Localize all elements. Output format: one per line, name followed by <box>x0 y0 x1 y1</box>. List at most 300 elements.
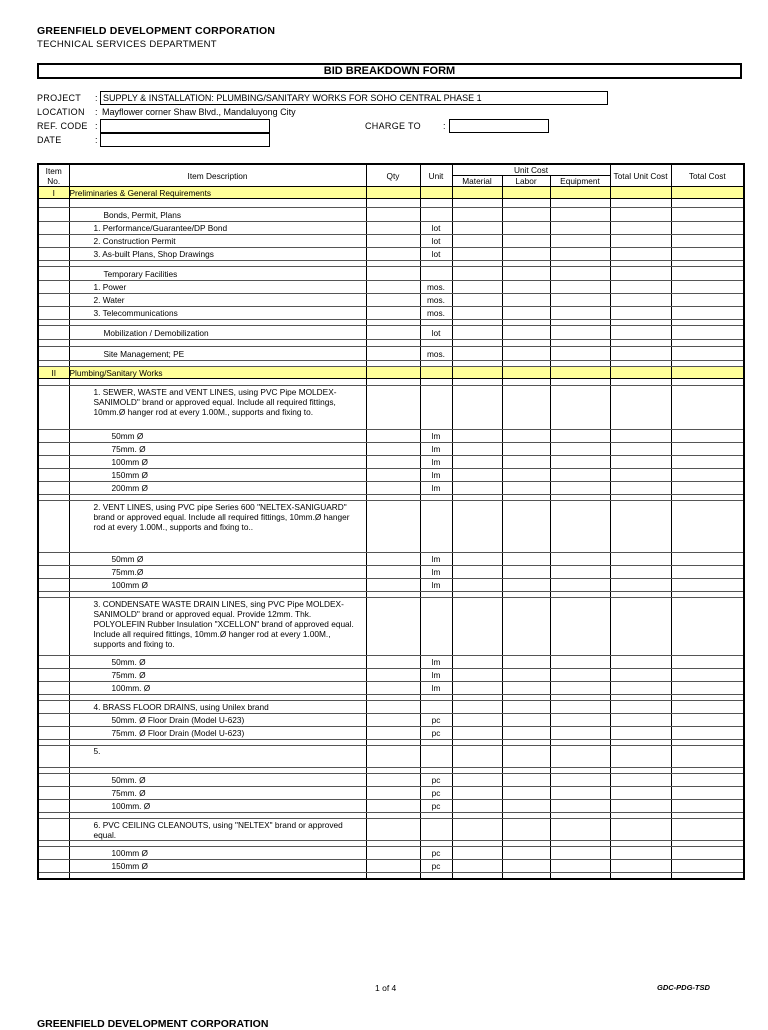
total-unit-cost-cell <box>610 860 671 873</box>
description-cell: 1. Performance/Guarantee/DP Bond <box>69 222 366 235</box>
labor-cell <box>502 553 550 566</box>
item-no-cell <box>38 598 69 656</box>
qty-cell <box>366 566 420 579</box>
document-code: GDC-PDG-TSD <box>657 983 710 992</box>
material-cell <box>452 669 502 682</box>
qty-cell <box>366 456 420 469</box>
description-cell: 4. BRASS FLOOR DRAINS, using Unilex brand <box>69 701 366 714</box>
total-unit-cost-cell <box>610 326 671 340</box>
header-unit-cost: Unit Cost <box>452 164 610 176</box>
equipment-cell <box>550 187 610 199</box>
material-cell <box>452 553 502 566</box>
unit-cell: lm <box>420 566 452 579</box>
labor-cell <box>502 669 550 682</box>
qty-cell <box>366 187 420 199</box>
total-cost-cell <box>671 701 744 714</box>
material-cell <box>452 347 502 361</box>
qty-cell <box>366 701 420 714</box>
material-cell <box>452 873 502 879</box>
item-no-cell <box>38 379 69 386</box>
unit-cell <box>420 819 452 841</box>
labor-cell <box>502 443 550 456</box>
labor-cell <box>502 727 550 740</box>
material-cell <box>452 294 502 307</box>
table-row <box>38 222 744 235</box>
unit-cell: lm <box>420 579 452 592</box>
equipment-cell <box>550 326 610 340</box>
equipment-cell <box>550 482 610 495</box>
unit-cell <box>420 379 452 386</box>
table-row <box>38 847 744 860</box>
total-unit-cost-cell <box>610 281 671 294</box>
date-label: DATE <box>37 135 62 145</box>
table-row <box>38 553 744 566</box>
total-unit-cost-cell <box>610 235 671 248</box>
material-cell <box>452 566 502 579</box>
date-colon: : <box>95 135 98 145</box>
labor-cell <box>502 386 550 430</box>
description-cell: 1. Power <box>69 281 366 294</box>
item-no-cell <box>38 235 69 248</box>
refcode-colon: : <box>95 121 98 131</box>
description-cell: Site Management; PE <box>69 347 366 361</box>
spacer-row <box>38 340 744 347</box>
item-no-cell <box>38 774 69 787</box>
location-field[interactable]: Mayflower corner Shaw Blvd., Mandaluyong City <box>102 107 296 117</box>
equipment-cell <box>550 553 610 566</box>
item-no-cell <box>38 860 69 873</box>
equipment-cell <box>550 386 610 430</box>
refcode-field[interactable] <box>100 119 270 133</box>
table-row <box>38 714 744 727</box>
qty-cell <box>366 281 420 294</box>
total-cost-cell <box>671 746 744 768</box>
material-cell <box>452 379 502 386</box>
total-cost-cell <box>671 579 744 592</box>
table-row <box>38 566 744 579</box>
table-row <box>38 386 744 430</box>
total-unit-cost-cell <box>610 199 671 208</box>
table-row <box>38 248 744 261</box>
labor-cell <box>502 566 550 579</box>
total-cost-cell <box>671 456 744 469</box>
total-cost-cell <box>671 430 744 443</box>
item-no-cell <box>38 873 69 879</box>
item-no-cell <box>38 682 69 695</box>
unit-cell <box>420 746 452 768</box>
unit-cell: pc <box>420 800 452 813</box>
description-cell: 75mm. Ø <box>69 443 366 456</box>
equipment-cell <box>550 701 610 714</box>
unit-cell: lm <box>420 669 452 682</box>
unit-cell: lot <box>420 326 452 340</box>
description-cell: 100mm Ø <box>69 579 366 592</box>
total-cost-cell <box>671 656 744 669</box>
equipment-cell <box>550 281 610 294</box>
description-cell: 150mm Ø <box>69 860 366 873</box>
item-no-cell <box>38 199 69 208</box>
description-cell: 75mm.Ø <box>69 566 366 579</box>
qty-cell <box>366 340 420 347</box>
item-no-cell <box>38 501 69 553</box>
item-no-cell <box>38 579 69 592</box>
material-cell <box>452 340 502 347</box>
equipment-cell <box>550 208 610 222</box>
description-cell: 5. <box>69 746 366 768</box>
total-cost-cell <box>671 367 744 379</box>
total-cost-cell <box>671 727 744 740</box>
item-no-cell <box>38 430 69 443</box>
unit-cell <box>420 208 452 222</box>
description-cell: 2. Construction Permit <box>69 235 366 248</box>
description-cell: Temporary Facilities <box>69 267 366 281</box>
table-row <box>38 800 744 813</box>
total-unit-cost-cell <box>610 819 671 841</box>
qty-cell <box>366 482 420 495</box>
equipment-cell <box>550 267 610 281</box>
description-cell: Preliminaries & General Requirements <box>69 187 366 199</box>
description-cell: 50mm Ø <box>69 553 366 566</box>
unit-cell: pc <box>420 787 452 800</box>
item-no-cell <box>38 340 69 347</box>
total-cost-cell <box>671 248 744 261</box>
labor-cell <box>502 187 550 199</box>
total-cost-cell <box>671 199 744 208</box>
total-unit-cost-cell <box>610 340 671 347</box>
unit-cell: lm <box>420 553 452 566</box>
equipment-cell <box>550 379 610 386</box>
total-unit-cost-cell <box>610 579 671 592</box>
equipment-cell <box>550 456 610 469</box>
equipment-cell <box>550 682 610 695</box>
total-unit-cost-cell <box>610 386 671 430</box>
qty-cell <box>366 727 420 740</box>
charge-to-field[interactable] <box>449 119 549 133</box>
labor-cell <box>502 501 550 553</box>
material-cell <box>452 847 502 860</box>
material-cell <box>452 267 502 281</box>
equipment-cell <box>550 248 610 261</box>
total-unit-cost-cell <box>610 701 671 714</box>
equipment-cell <box>550 430 610 443</box>
total-unit-cost-cell <box>610 482 671 495</box>
table-row <box>38 430 744 443</box>
total-unit-cost-cell <box>610 267 671 281</box>
total-cost-cell <box>671 222 744 235</box>
item-no-cell <box>38 326 69 340</box>
unit-cell: pc <box>420 860 452 873</box>
item-no-cell <box>38 248 69 261</box>
total-unit-cost-cell <box>610 787 671 800</box>
section-row <box>38 367 744 379</box>
item-no-cell <box>38 208 69 222</box>
table-row <box>38 598 744 656</box>
unit-cell <box>420 701 452 714</box>
header-total-unit-cost: Total Unit Cost <box>610 164 671 187</box>
total-cost-cell <box>671 800 744 813</box>
labor-cell <box>502 367 550 379</box>
equipment-cell <box>550 787 610 800</box>
item-no-cell <box>38 669 69 682</box>
labor-cell <box>502 199 550 208</box>
unit-cell <box>420 386 452 430</box>
table-row <box>38 746 744 768</box>
equipment-cell <box>550 774 610 787</box>
equipment-cell <box>550 598 610 656</box>
labor-cell <box>502 456 550 469</box>
qty-cell <box>366 248 420 261</box>
equipment-cell <box>550 294 610 307</box>
total-cost-cell <box>671 847 744 860</box>
labor-cell <box>502 746 550 768</box>
equipment-cell <box>550 727 610 740</box>
header-equipment: Equipment <box>550 176 610 187</box>
total-unit-cost-cell <box>610 746 671 768</box>
labor-cell <box>502 787 550 800</box>
total-cost-cell <box>671 307 744 320</box>
spacer-row <box>38 379 744 386</box>
total-cost-cell <box>671 860 744 873</box>
item-no-cell: II <box>38 367 69 379</box>
material-cell <box>452 248 502 261</box>
labor-cell <box>502 340 550 347</box>
table-row <box>38 656 744 669</box>
material-cell <box>452 800 502 813</box>
labor-cell <box>502 579 550 592</box>
total-unit-cost-cell <box>610 669 671 682</box>
material-cell <box>452 579 502 592</box>
material-cell <box>452 727 502 740</box>
total-unit-cost-cell <box>610 248 671 261</box>
labor-cell <box>502 208 550 222</box>
equipment-cell <box>550 819 610 841</box>
project-field[interactable]: SUPPLY & INSTALLATION: PLUMBING/SANITARY WORKS FOR SOHO CENTRAL PHASE 1 <box>100 91 608 105</box>
charge-to-label: CHARGE TO <box>365 121 421 131</box>
material-cell <box>452 235 502 248</box>
description-cell: 3. CONDENSATE WASTE DRAIN LINES, sing PVC Pipe MOLDEX-SANIMOLD" brand or approved equal. Provide 12mm. Thk. POLYOLEFIN Rubber Insulation "XCELLON" brand of approved equal. Include all required fittings, 10mm.Ø hanger rod at every 1.00M., supports and fixing to. <box>69 598 366 656</box>
qty-cell <box>366 860 420 873</box>
total-cost-cell <box>671 819 744 841</box>
item-no-cell <box>38 819 69 841</box>
labor-cell <box>502 656 550 669</box>
unit-cell: pc <box>420 847 452 860</box>
equipment-cell <box>550 340 610 347</box>
total-unit-cost-cell <box>610 873 671 879</box>
total-cost-cell <box>671 340 744 347</box>
description-cell: 3. As-built Plans, Shop Drawings <box>69 248 366 261</box>
page-number: 1 of 4 <box>375 983 397 993</box>
total-cost-cell <box>671 566 744 579</box>
material-cell <box>452 819 502 841</box>
equipment-cell <box>550 307 610 320</box>
item-no-cell <box>38 787 69 800</box>
equipment-cell <box>550 746 610 768</box>
equipment-cell <box>550 347 610 361</box>
item-no-cell <box>38 800 69 813</box>
labor-cell <box>502 714 550 727</box>
equipment-cell <box>550 222 610 235</box>
project-colon: : <box>95 93 98 103</box>
labor-cell <box>502 294 550 307</box>
total-unit-cost-cell <box>610 682 671 695</box>
material-cell <box>452 482 502 495</box>
project-label: PROJECT <box>37 93 82 103</box>
qty-cell <box>366 553 420 566</box>
qty-cell <box>366 379 420 386</box>
unit-cell: mos. <box>420 347 452 361</box>
total-cost-cell <box>671 482 744 495</box>
total-cost-cell <box>671 682 744 695</box>
unit-cell: lm <box>420 482 452 495</box>
total-unit-cost-cell <box>610 208 671 222</box>
table-row <box>38 860 744 873</box>
labor-cell <box>502 430 550 443</box>
description-cell: 50mm. Ø Floor Drain (Model U-623) <box>69 714 366 727</box>
labor-cell <box>502 682 550 695</box>
qty-cell <box>366 347 420 361</box>
item-no-cell <box>38 656 69 669</box>
table-row <box>38 579 744 592</box>
item-no-cell <box>38 267 69 281</box>
description-cell <box>69 873 366 879</box>
charge-to-colon: : <box>443 121 446 131</box>
labor-cell <box>502 598 550 656</box>
material-cell <box>452 746 502 768</box>
qty-cell <box>366 469 420 482</box>
equipment-cell <box>550 847 610 860</box>
total-cost-cell <box>671 235 744 248</box>
material-cell <box>452 386 502 430</box>
description-cell: 150mm Ø <box>69 469 366 482</box>
item-no-cell <box>38 347 69 361</box>
header-item-no: Item No. <box>38 164 69 187</box>
material-cell <box>452 199 502 208</box>
qty-cell <box>366 669 420 682</box>
description-cell: 50mm Ø <box>69 430 366 443</box>
header-unit: Unit <box>420 164 452 187</box>
total-unit-cost-cell <box>610 307 671 320</box>
table-row <box>38 326 744 340</box>
date-field[interactable] <box>100 133 270 147</box>
total-unit-cost-cell <box>610 598 671 656</box>
table-row <box>38 347 744 361</box>
unit-cell: mos. <box>420 294 452 307</box>
unit-cell: lm <box>420 469 452 482</box>
material-cell <box>452 774 502 787</box>
material-cell <box>452 443 502 456</box>
unit-cell <box>420 267 452 281</box>
labor-cell <box>502 860 550 873</box>
material-cell <box>452 469 502 482</box>
unit-cell <box>420 187 452 199</box>
table-row <box>38 294 744 307</box>
table-row <box>38 443 744 456</box>
next-page-company-name: GREENFIELD DEVELOPMENT CORPORATION <box>37 1018 269 1030</box>
header-material: Material <box>452 176 502 187</box>
item-no-cell <box>38 727 69 740</box>
unit-cell: pc <box>420 727 452 740</box>
equipment-cell <box>550 873 610 879</box>
qty-cell <box>366 367 420 379</box>
description-cell <box>69 340 366 347</box>
description-cell: 100mm Ø <box>69 456 366 469</box>
unit-cell: mos. <box>420 281 452 294</box>
total-unit-cost-cell <box>610 294 671 307</box>
table-row <box>38 482 744 495</box>
total-cost-cell <box>671 787 744 800</box>
qty-cell <box>366 774 420 787</box>
item-no-cell <box>38 847 69 860</box>
labor-cell <box>502 307 550 320</box>
labor-cell <box>502 774 550 787</box>
spacer-row <box>38 873 744 879</box>
total-cost-cell <box>671 774 744 787</box>
equipment-cell <box>550 669 610 682</box>
material-cell <box>452 281 502 294</box>
material-cell <box>452 326 502 340</box>
qty-cell <box>366 294 420 307</box>
qty-cell <box>366 501 420 553</box>
total-unit-cost-cell <box>610 656 671 669</box>
material-cell <box>452 656 502 669</box>
unit-cell <box>420 199 452 208</box>
qty-cell <box>366 430 420 443</box>
unit-cell: lot <box>420 222 452 235</box>
total-unit-cost-cell <box>610 456 671 469</box>
table-row <box>38 307 744 320</box>
qty-cell <box>366 199 420 208</box>
labor-cell <box>502 248 550 261</box>
item-no-cell <box>38 566 69 579</box>
qty-cell <box>366 326 420 340</box>
unit-cell <box>420 598 452 656</box>
material-cell <box>452 501 502 553</box>
description-cell: 75mm. Ø <box>69 669 366 682</box>
description-cell: 75mm. Ø Floor Drain (Model U-623) <box>69 727 366 740</box>
material-cell <box>452 307 502 320</box>
description-cell: Bonds, Permit, Plans <box>69 208 366 222</box>
total-cost-cell <box>671 386 744 430</box>
refcode-label: REF. CODE <box>37 121 88 131</box>
unit-cell: lm <box>420 443 452 456</box>
description-cell: 75mm. Ø <box>69 787 366 800</box>
description-cell: 3. Telecommunications <box>69 307 366 320</box>
total-unit-cost-cell <box>610 367 671 379</box>
labor-cell <box>502 222 550 235</box>
table-row <box>38 669 744 682</box>
item-no-cell <box>38 443 69 456</box>
total-cost-cell <box>671 598 744 656</box>
material-cell <box>452 222 502 235</box>
total-unit-cost-cell <box>610 379 671 386</box>
total-unit-cost-cell <box>610 222 671 235</box>
total-cost-cell <box>671 347 744 361</box>
table-row <box>38 787 744 800</box>
description-cell: 2. VENT LINES, using PVC pipe Series 600 "NELTEX-SANIGUARD" brand or approved equal. Include all required fittings, 10mm.Ø hanger rod at every 1.00M., supports and fixing to.. <box>69 501 366 553</box>
labor-cell <box>502 347 550 361</box>
header-total-cost: Total Cost <box>671 164 744 187</box>
table-row <box>38 267 744 281</box>
equipment-cell <box>550 800 610 813</box>
description-cell: 6. PVC CEILING CLEANOUTS, using "NELTEX" brand or approved equal. <box>69 819 366 841</box>
description-cell: 100mm. Ø <box>69 682 366 695</box>
unit-cell: mos. <box>420 307 452 320</box>
item-no-cell <box>38 307 69 320</box>
qty-cell <box>366 235 420 248</box>
unit-cell: lm <box>420 430 452 443</box>
material-cell <box>452 367 502 379</box>
table-row <box>38 682 744 695</box>
